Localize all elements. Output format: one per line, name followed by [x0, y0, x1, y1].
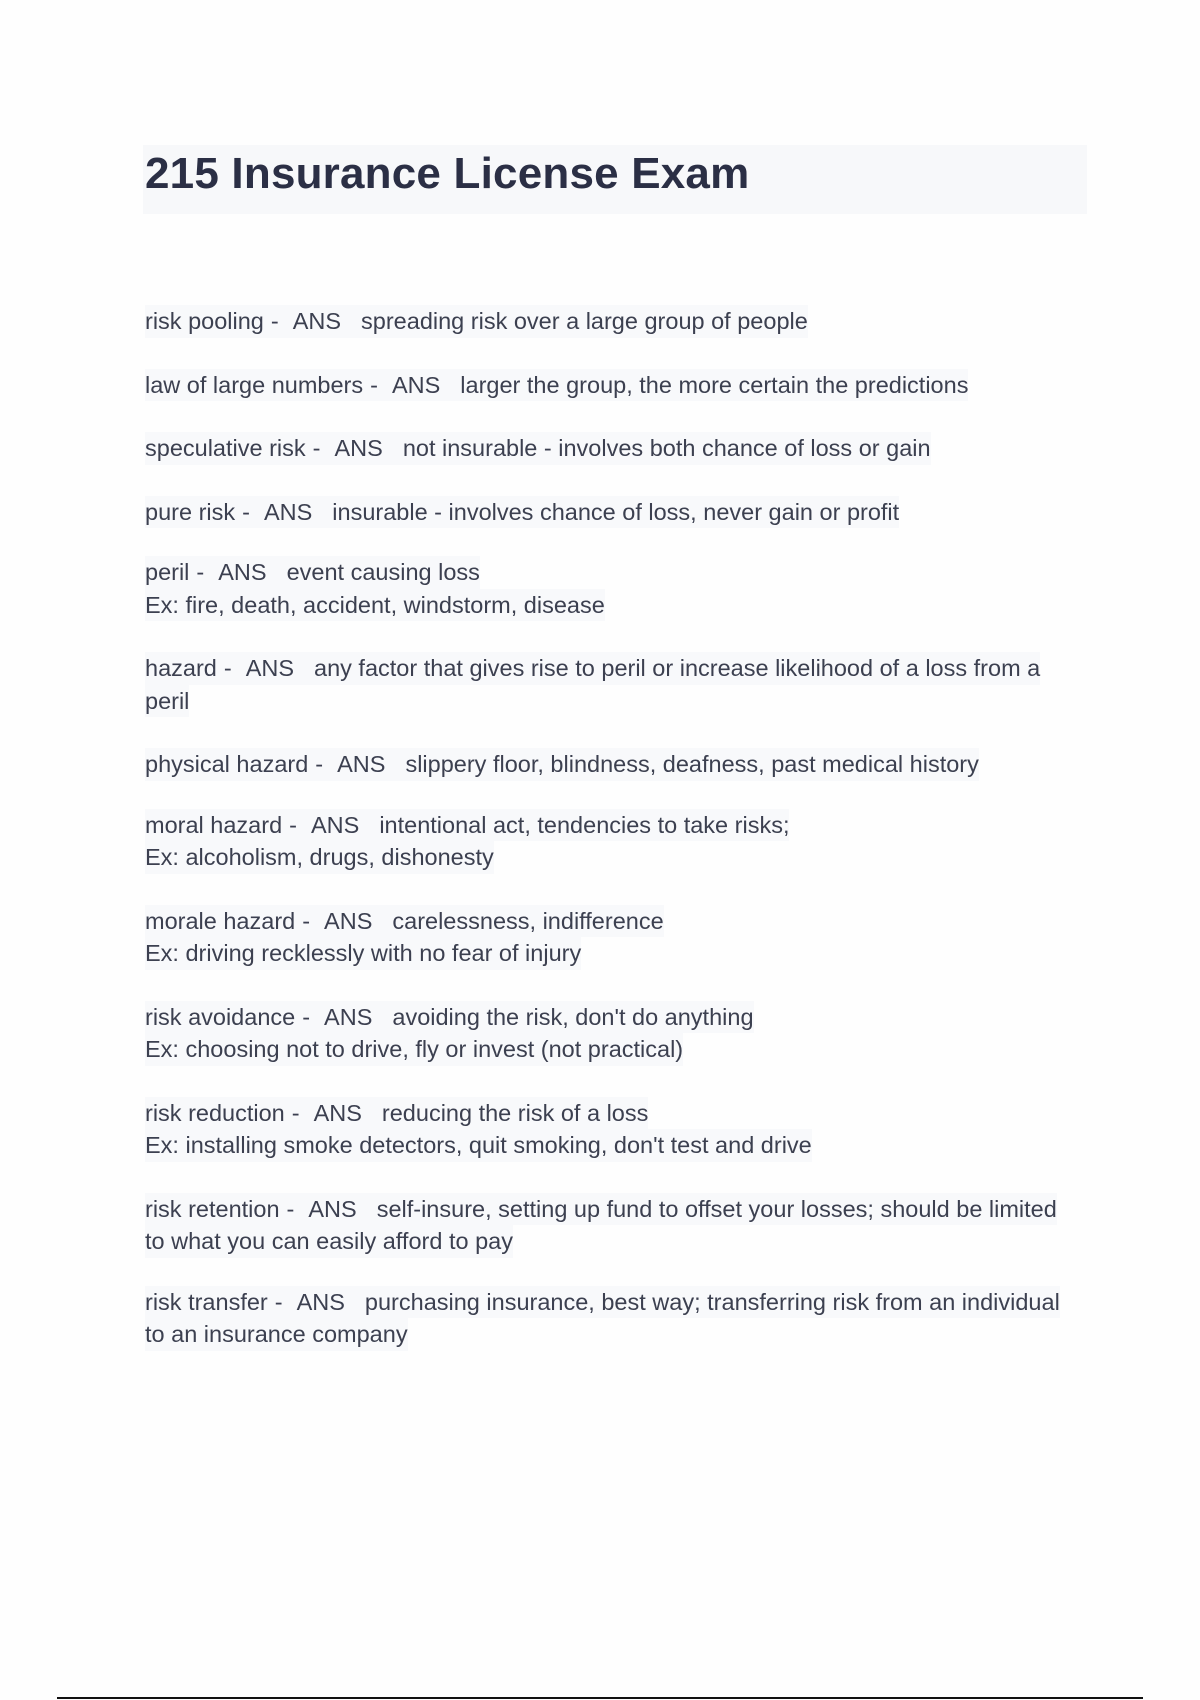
qa-term: physical hazard — [145, 751, 309, 777]
qa-first-line — [145, 652, 1040, 685]
qa-answer: event causing loss — [286, 559, 480, 585]
qa-ans-label: ANS — [391, 371, 441, 398]
qa-separator: - — [274, 1288, 283, 1315]
qa-ans-label: ANS — [334, 435, 383, 461]
qa-continuation-line: Ex: installing smoke detectors, quit smoking, don't test and drive — [145, 1129, 812, 1162]
qa-continuation-line: to what you can easily afford to pay — [145, 1225, 513, 1258]
qa-answer: reducing the risk of a loss — [381, 1099, 649, 1126]
qa-ans-label: ANS — [324, 907, 373, 934]
qa-ans-label: ANS — [310, 811, 360, 838]
qa-term: risk retention — [145, 1195, 280, 1222]
qa-ans-label: ANS — [337, 751, 386, 777]
qa-ans-label: ANS — [313, 1099, 362, 1126]
qa-continuation-line: Ex: choosing not to drive, fly or invest (not practical) — [145, 1033, 683, 1066]
qa-continuation-line: to an insurance company — [145, 1318, 408, 1351]
qa-continuation-line: peril — [145, 685, 189, 718]
qa-separator: - — [302, 907, 311, 934]
qa-term: peril — [145, 559, 190, 585]
qa-answer: intentional act, tendencies to take risks; — [379, 811, 790, 838]
qa-answer: self-insure, setting up fund to offset your losses; should be limited — [376, 1195, 1057, 1222]
qa-first-line — [145, 1097, 648, 1130]
qa-answer: insurable - involves chance of loss, never gain or profit — [332, 498, 900, 525]
qa-term: speculative risk — [145, 435, 306, 461]
qa-item — [145, 1097, 1095, 1162]
qa-first-line — [145, 748, 979, 781]
qa-answer: any factor that gives rise to peril or increase likelihood of a loss from a — [314, 655, 1041, 681]
qa-separator: - — [302, 1003, 311, 1030]
qa-item — [145, 905, 1095, 970]
qa-ans-label: ANS — [245, 655, 295, 681]
qa-first-line — [145, 369, 968, 402]
qa-ans-label: ANS — [324, 1003, 373, 1030]
qa-item — [145, 432, 1095, 465]
qa-ans-label: ANS — [218, 559, 267, 585]
qa-term: law of large numbers — [145, 371, 364, 398]
qa-item — [145, 369, 1095, 402]
qa-item — [145, 652, 1095, 717]
qa-answer: carelessness, indifference — [392, 907, 664, 934]
qa-term: risk reduction — [145, 1099, 285, 1126]
qa-first-line — [145, 1001, 754, 1034]
qa-separator: - — [242, 498, 250, 525]
page-title: 215 Insurance License Exam — [145, 149, 750, 198]
qa-first-line — [145, 1286, 1060, 1319]
qa-answer: larger the group, the more certain the predictions — [460, 371, 969, 398]
qa-continuation-line: Ex: alcoholism, drugs, dishonesty — [145, 841, 494, 874]
qa-ans-label: ANS — [263, 498, 313, 525]
qa-first-line — [145, 556, 480, 589]
qa-separator: - — [289, 811, 297, 838]
qa-separator: - — [286, 1195, 295, 1222]
qa-item — [145, 1193, 1095, 1258]
qa-term: risk avoidance — [145, 1003, 296, 1030]
qa-separator: - — [312, 435, 321, 461]
qa-ans-label: ANS — [308, 1195, 357, 1222]
qa-item — [145, 1286, 1095, 1351]
qa-first-line — [145, 905, 664, 938]
qa-term: risk pooling — [145, 308, 264, 334]
qa-item — [145, 556, 1095, 621]
qa-item — [145, 305, 1095, 338]
qa-first-line — [145, 305, 808, 338]
qa-separator: - — [370, 371, 378, 398]
qa-ans-label: ANS — [292, 308, 342, 334]
qa-first-line — [145, 496, 899, 529]
qa-term: pure risk — [145, 498, 236, 525]
qa-item — [145, 748, 1095, 781]
qa-term: risk transfer — [145, 1288, 268, 1315]
qa-separator: - — [196, 559, 205, 585]
qa-item — [145, 809, 1095, 874]
qa-separator: - — [223, 655, 232, 681]
qa-first-line — [145, 809, 789, 842]
qa-item — [145, 496, 1095, 529]
qa-separator: - — [291, 1099, 300, 1126]
qa-continuation-line: Ex: driving recklessly with no fear of injury — [145, 937, 581, 970]
qa-term: morale hazard — [145, 907, 296, 934]
qa-answer: avoiding the risk, don't do anything — [392, 1003, 754, 1030]
qa-item — [145, 1001, 1095, 1066]
qa-answer: not insurable - involves both chance of loss or gain — [402, 435, 931, 461]
qa-term: moral hazard — [145, 811, 283, 838]
qa-list — [145, 305, 1095, 1381]
qa-answer: spreading risk over a large group of people — [361, 308, 808, 334]
qa-answer: purchasing insurance, best way; transferring risk from an individual — [364, 1288, 1060, 1315]
qa-continuation-line: Ex: fire, death, accident, windstorm, disease — [145, 589, 605, 622]
qa-separator: - — [270, 308, 279, 334]
qa-ans-label: ANS — [296, 1288, 345, 1315]
qa-term: hazard — [145, 655, 217, 681]
bottom-rule — [57, 1697, 1143, 1699]
qa-answer: slippery floor, blindness, deafness, past medical history — [405, 751, 979, 777]
qa-first-line — [145, 432, 931, 465]
qa-separator: - — [315, 751, 324, 777]
qa-first-line — [145, 1193, 1057, 1226]
